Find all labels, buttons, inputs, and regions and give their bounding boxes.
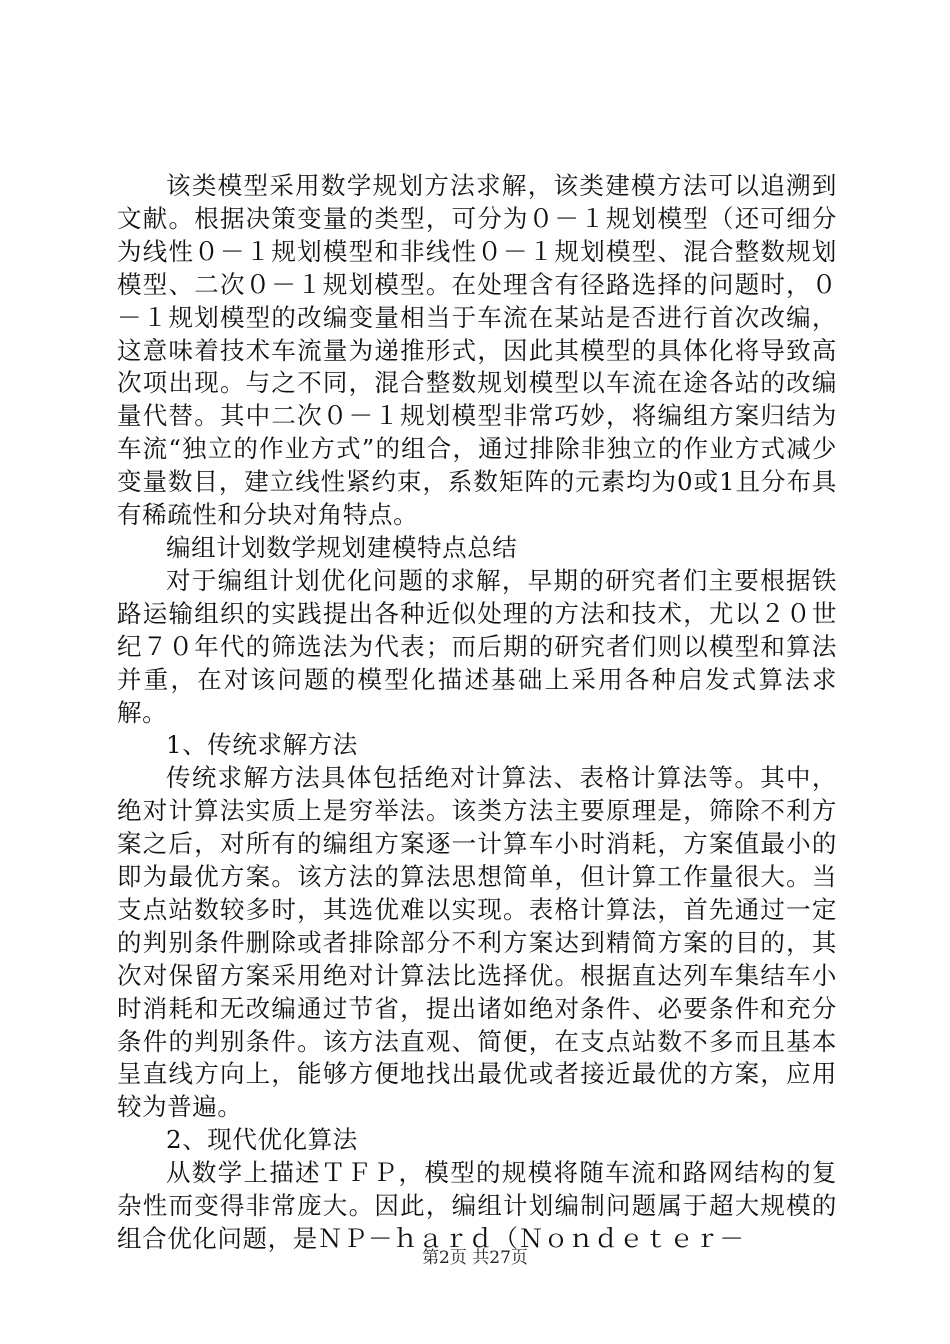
section-heading-modern-algorithms: 2、现代优化算法 [166,1125,358,1155]
section-heading-summary: 编组计划数学规划建模特点总结 [166,532,518,562]
paragraph-1: 该类模型采用数学规划方法求解，该类建模方法可以追溯到文献。根据决策变量的类型，可分为０－１规划模型（还可细分为线性０－１规划模型和非线性０－１规划模型、混合整数规划模型、二次０－１规划模型。在处理含有径路选择的问题时，０－１规划模型的改编变量相当于车流在某站是否进行首次改编，这意味着技术车流量为递推形式，因此其模型的具体化将导致高次项出现。与之不同，混合整数规划模型以车流在途各站的改编量代替。其中二次０－１规划模型非常巧妙，将编组方案归结为车流“独立的作业方式”的组合，通过排除非独立的作业方式减少变量数目，建立线性紧约束，系数矩阵的元素均为0或1且分布具有稀疏性和分块对角特点。 [117,171,837,530]
paragraph-3: 传统求解方法具体包括绝对计算法、表格计算法等。其中，绝对计算法实质上是穷举法。该类方法主要原理是，筛除不利方案之后，对所有的编组方案逐一计算车小时消耗，方案值最小的即为最优方案。该方法的算法思想简单，但计算工作量很大。当支点站数较多时，其选优难以实现。表格计算法，首先通过一定的判别条件删除或者排除部分不利方案达到精简方案的目的，其次对保留方案采用绝对计算法比选择优。根据直达列车集结车小时消耗和无改编通过节省，提出诸如绝对条件、必要条件和充分条件的判别条件。该方法直观、简便，在支点站数不多而且基本呈直线方向上，能够方便地找出最优或者接近最优的方案，应用较为普遍。 [117,763,837,1122]
page-footer: 第2页 共27页 [422,1248,528,1268]
paragraph-2: 对于编组计划优化问题的求解，早期的研究者们主要根据铁路运输组织的实践提出各种近似处理的方法和技术，尤以２０世纪７０年代的筛选法为代表；而后期的研究者们则以模型和算法并重，在对该问题的模型化描述基础上采用各种启发式算法求解。 [117,565,837,727]
section-heading-traditional-methods: 1、传统求解方法 [166,730,358,760]
document-body [117,170,837,1256]
paragraph-4: 从数学上描述ＴＦＰ，模型的规模将随车流和路网结构的复杂性而变得非常庞大。因此，编组计划编制问题属于超大规模的组合优化问题，是ＮＰ－ｈａｒｄ（Ｎｏｎｄｅｔｅｒ－ [117,1158,837,1253]
